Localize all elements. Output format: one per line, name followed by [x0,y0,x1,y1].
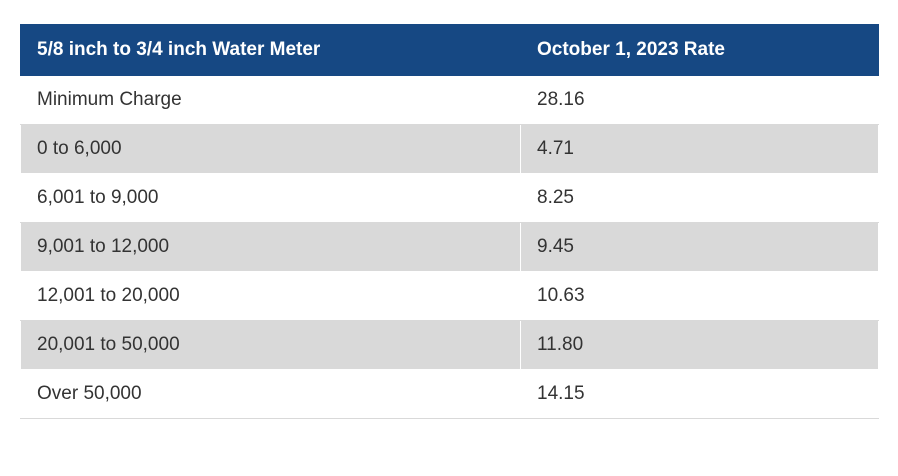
water-meter-rate-table [20,24,879,419]
table-header [21,25,879,76]
cell-rate: 4.71 [521,125,879,174]
cell-rate: 8.25 [521,174,879,223]
table-row [21,76,879,125]
cell-rate: 28.16 [521,76,879,125]
cell-description: 0 to 6,000 [21,125,521,174]
cell-description: 9,001 to 12,000 [21,223,521,272]
cell-description: Over 50,000 [21,370,521,419]
column-header-rate: October 1, 2023 Rate [521,25,879,76]
table-header-row [21,25,879,76]
cell-description: 20,001 to 50,000 [21,321,521,370]
table-row [21,223,879,272]
cell-description: 12,001 to 20,000 [21,272,521,321]
table-row [21,370,879,419]
table-row [21,321,879,370]
table-row [21,272,879,321]
column-header-meter-description: 5/8 inch to 3/4 inch Water Meter [21,25,521,76]
cell-rate: 9.45 [521,223,879,272]
cell-rate: 11.80 [521,321,879,370]
cell-rate: 10.63 [521,272,879,321]
table-body [21,76,879,419]
table-row [21,174,879,223]
cell-rate: 14.15 [521,370,879,419]
table-row [21,125,879,174]
cell-description: Minimum Charge [21,76,521,125]
cell-description: 6,001 to 9,000 [21,174,521,223]
